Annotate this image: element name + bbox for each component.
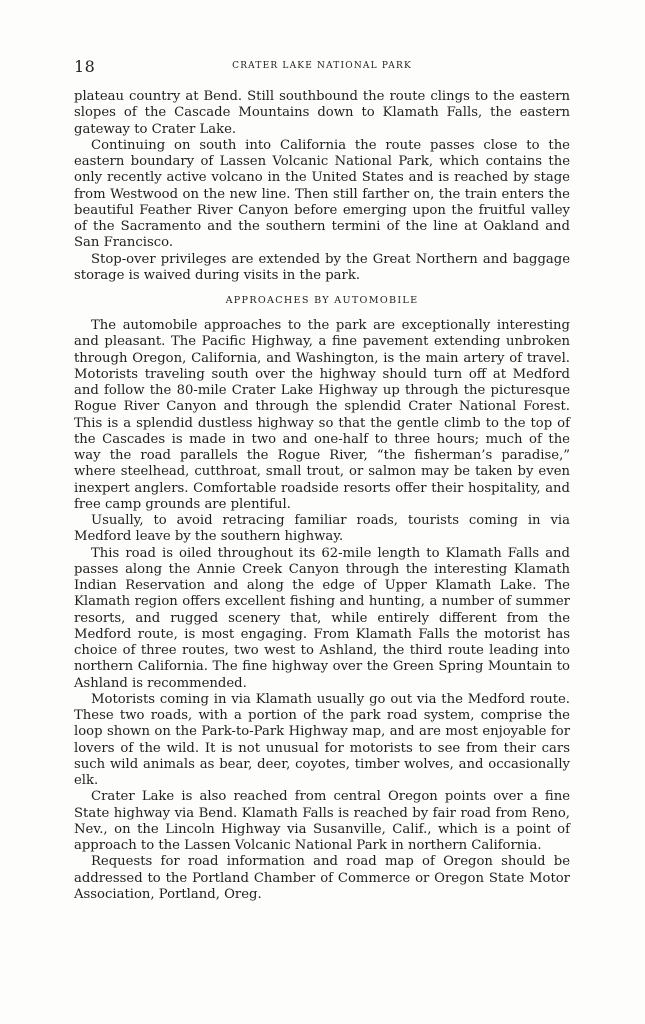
paragraph: The automobile approaches to the park are exceptionally interesting and pleasant. The Pacific Highway, a fine pavement extending unbroken through Oregon, California, and Washington, is the main artery of travel. Motorists traveling south over the highway should turn off at Medford and follow the 80-mile Crater Lake Highway up through the picturesque Rogue River Canyon and through the splendid Crater National Forest. This is a splendid dustless highway so that the gentle climb to the top of the Cascades is made in two and one-half to three hours; much of the way the road parallels the Rogue River, “the fisherman’s paradise,” where steelhead, cutthroat, small trout, or salmon may be taken by even inexpert anglers. Comfortable roadside resorts offer their hospitality, and free camp grounds are plentiful. <box>74 318 570 512</box>
paragraph-continued: plateau country at Bend. Still southbound the route clings to the eastern slopes of the Cascade Mountains down to Klamath Falls, the eastern gateway to Crater Lake. <box>74 89 570 137</box>
running-title: CRATER LAKE NATIONAL PARK <box>232 61 412 71</box>
paragraph: Motorists coming in via Klamath usually go out via the Medford route. These two roads, with a portion of the park road system, comprise the loop shown on the Park-to-Park Highway map, and are most enjoyable for lovers of the wild. It is not unusual for motorists to see from their cars such wild animals as bear, deer, coyotes, timber wolves, and occasionally elk. <box>74 691 570 788</box>
paragraph: Continuing on south into California the route passes close to the eastern boundary of Lassen Volcanic National Park, which contains the only recently active volcano in the United States and is reached by stage from Westwood on the new line. Then still farther on, the train enters the beautiful Feather River Canyon before emerging upon the fruitful valley of the Sacramento and the southern termini of the line at Oakland and San Francisco. <box>74 137 570 251</box>
section-heading: APPROACHES BY AUTOMOBILE <box>225 295 419 306</box>
paragraph: Stop-over privileges are extended by the Great Northern and baggage storage is waived during visits in the park. <box>74 251 570 283</box>
paragraph: Requests for road information and road map of Oregon should be addressed to the Portland Chamber of Commerce or Oregon State Motor Association, Portland, Oreg. <box>74 854 570 902</box>
page-number: 18 <box>74 57 96 76</box>
paragraph: Usually, to avoid retracing familiar roads, tourists coming in via Medford leave by the southern highway. <box>74 513 570 545</box>
page-header <box>74 57 570 77</box>
page-body <box>74 89 570 903</box>
paragraph: This road is oiled throughout its 62-mile length to Klamath Falls and passes along the Annie Creek Canyon through the interesting Klamath Indian Reservation and along the edge of Upper Klamath Lake. The Klamath region offers excellent fishing and hunting, a number of summer resorts, and rugged scenery that, while entirely different from the Medford route, is most engaging. From Klamath Falls the motorist has choice of three routes, two west to Ashland, the third route leading into northern California. The fine highway over the Green Spring Mountain to Ashland is recommended. <box>74 545 570 691</box>
paragraph: Crater Lake is also reached from central Oregon points over a fine State highway via Bend. Klamath Falls is reached by fair road from Reno, Nev., on the Lincoln Highway via Susanville, Calif., which is a point of approach to the Lassen Volcanic National Park in northern California. <box>74 789 570 853</box>
